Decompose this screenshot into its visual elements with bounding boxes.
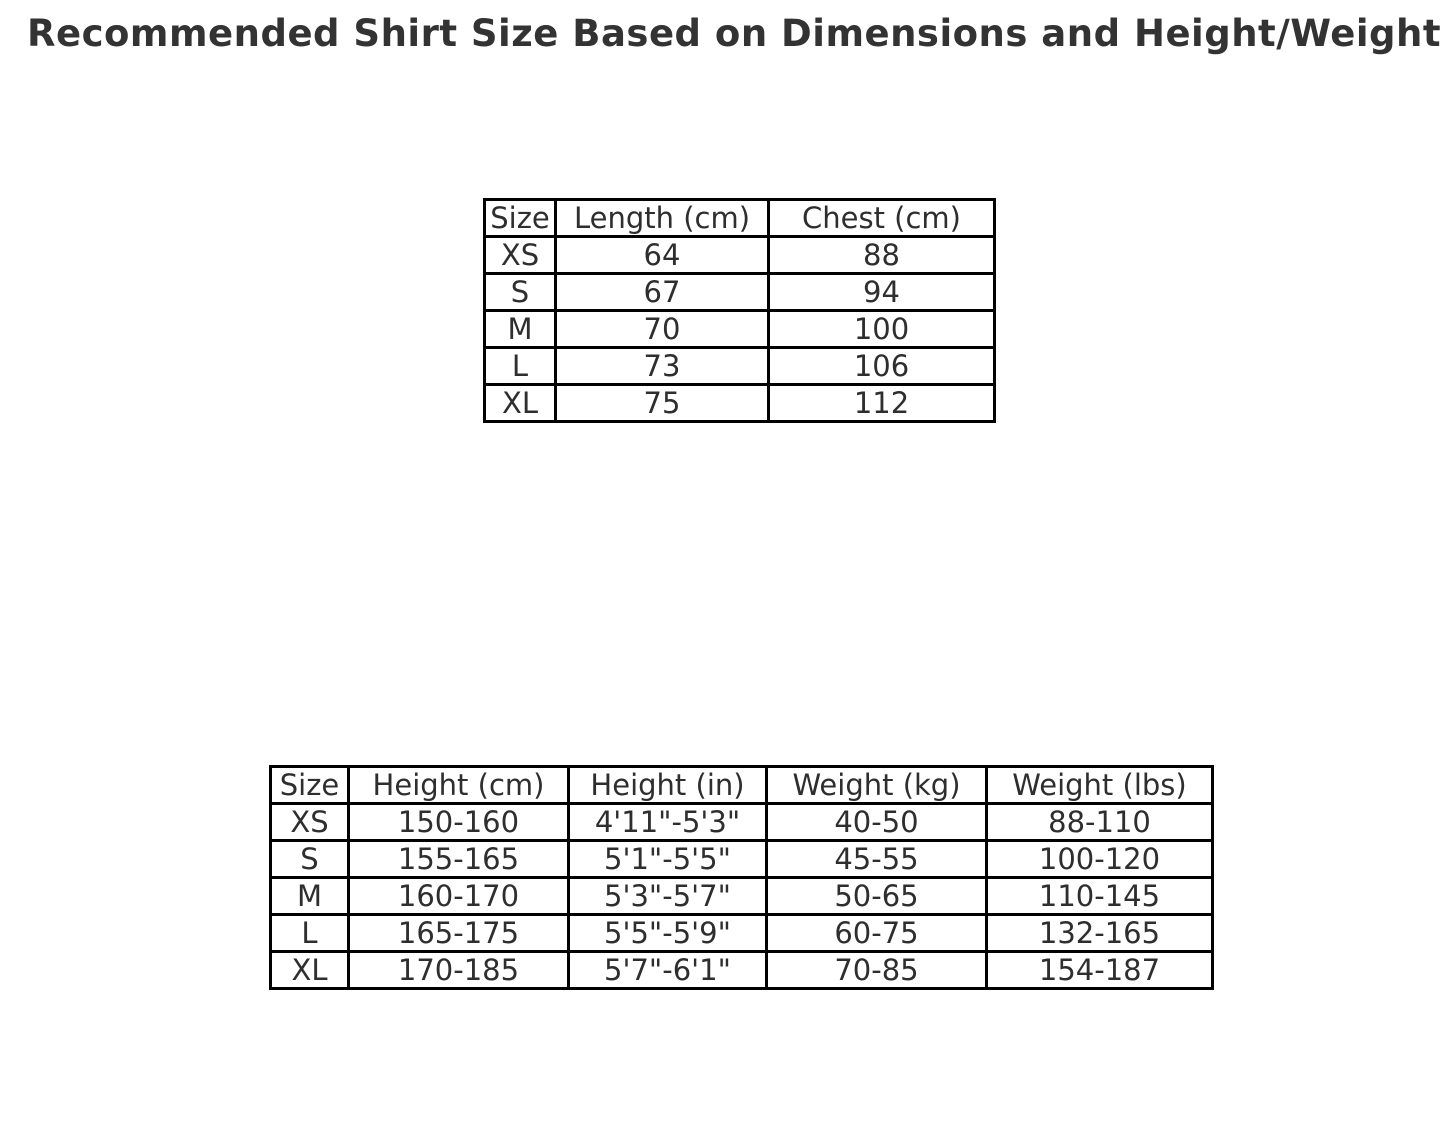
shirt-dimensions-table-container	[483, 198, 996, 423]
table-cell: S	[485, 274, 556, 311]
table-cell: 5'3"-5'7"	[569, 878, 767, 915]
table-cell: 5'1"-5'5"	[569, 841, 767, 878]
table-row	[271, 878, 1213, 915]
table-cell: M	[271, 878, 349, 915]
column-header: Size	[485, 200, 556, 237]
table-row	[485, 274, 995, 311]
table-row	[485, 348, 995, 385]
table-cell: 132-165	[987, 915, 1213, 952]
table-cell: 165-175	[349, 915, 569, 952]
table-cell: 112	[769, 385, 995, 422]
table-row	[271, 952, 1213, 989]
table-row	[485, 237, 995, 274]
table-cell: 160-170	[349, 878, 569, 915]
table-cell: 60-75	[767, 915, 987, 952]
table-cell: 94	[769, 274, 995, 311]
table-cell: 73	[556, 348, 769, 385]
table-cell: 88-110	[987, 804, 1213, 841]
table-cell: 5'5"-5'9"	[569, 915, 767, 952]
table-cell: 70	[556, 311, 769, 348]
column-header: Height (in)	[569, 767, 767, 804]
height-weight-table-container	[269, 765, 1214, 990]
table-cell: 4'11"-5'3"	[569, 804, 767, 841]
table-cell: XL	[271, 952, 349, 989]
table-cell: 100	[769, 311, 995, 348]
table-cell: XS	[271, 804, 349, 841]
column-header: Height (cm)	[349, 767, 569, 804]
height-weight-table	[269, 765, 1214, 990]
table-cell: L	[271, 915, 349, 952]
column-header: Length (cm)	[556, 200, 769, 237]
shirt-dimensions-table	[483, 198, 996, 423]
table-cell: 150-160	[349, 804, 569, 841]
table-row	[485, 311, 995, 348]
table-cell: 67	[556, 274, 769, 311]
table-cell: XL	[485, 385, 556, 422]
table-cell: 100-120	[987, 841, 1213, 878]
table-cell: 45-55	[767, 841, 987, 878]
table-cell: L	[485, 348, 556, 385]
header-row	[271, 767, 1213, 804]
table-cell: XS	[485, 237, 556, 274]
table-cell: 75	[556, 385, 769, 422]
table-row	[271, 841, 1213, 878]
table-cell: 5'7"-6'1"	[569, 952, 767, 989]
table-cell: 106	[769, 348, 995, 385]
table-cell: 110-145	[987, 878, 1213, 915]
header-row	[485, 200, 995, 237]
table-cell: 64	[556, 237, 769, 274]
table-cell: S	[271, 841, 349, 878]
table-cell: 70-85	[767, 952, 987, 989]
table-row	[485, 385, 995, 422]
column-header: Size	[271, 767, 349, 804]
table-row	[271, 804, 1213, 841]
table-cell: 88	[769, 237, 995, 274]
table-cell: 50-65	[767, 878, 987, 915]
table-cell: 40-50	[767, 804, 987, 841]
column-header: Weight (kg)	[767, 767, 987, 804]
table-cell: 170-185	[349, 952, 569, 989]
column-header: Weight (lbs)	[987, 767, 1213, 804]
table-row	[271, 915, 1213, 952]
page-title: Recommended Shirt Size Based on Dimensions and Height/Weight	[27, 12, 1442, 55]
table-cell: 154-187	[987, 952, 1213, 989]
table-cell: 155-165	[349, 841, 569, 878]
column-header: Chest (cm)	[769, 200, 995, 237]
table-cell: M	[485, 311, 556, 348]
